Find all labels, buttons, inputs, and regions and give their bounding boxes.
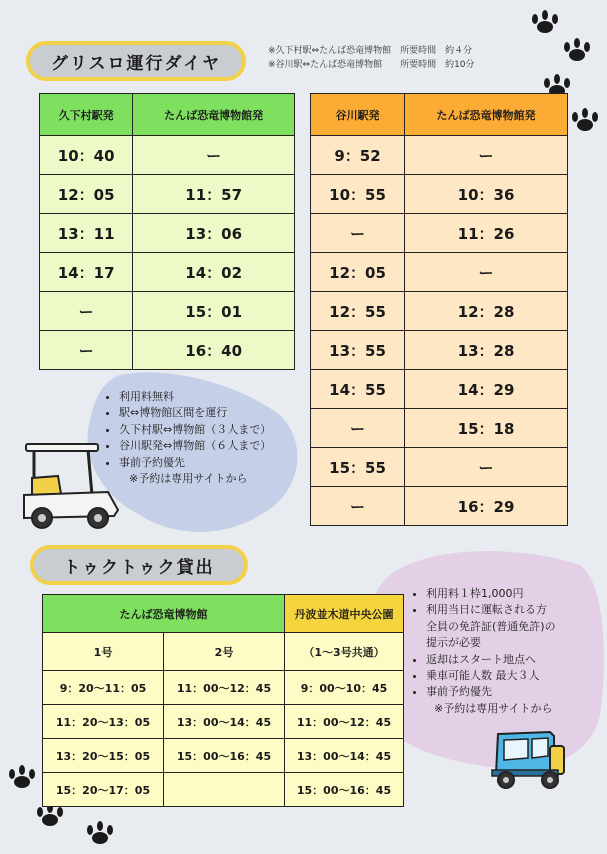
table-row (311, 487, 568, 526)
table-cell: 13：28 (405, 331, 568, 370)
table-cell: 13：11 (40, 214, 133, 253)
travel-time-note-2: ※谷川駅⇔たんば恐竜博物館 所要時間 約10分 (268, 60, 475, 70)
table-cell: ー (311, 409, 405, 448)
table-cell: 11：00～12：45 (285, 705, 404, 739)
table-cell: 12：28 (405, 292, 568, 331)
table-row (40, 253, 295, 292)
gurisuro-info-list (105, 389, 271, 487)
table-cell: ー (405, 253, 568, 292)
table-cell: ー (311, 487, 405, 526)
table-cell: 15：18 (405, 409, 568, 448)
table-subheader-row (43, 633, 404, 671)
table-cell: 9：52 (311, 136, 405, 175)
list-item: • 駅⇔博物館区間を運行 (119, 405, 271, 421)
sub-header-2: 2号 (164, 633, 285, 671)
table-cell: 10：40 (40, 136, 133, 175)
table-cell: 15：00～16：45 (285, 773, 404, 807)
table-cell: 12：55 (311, 292, 405, 331)
table-cell: 9：00～10：45 (285, 671, 404, 705)
list-item: • 乗車可能人数 最大３人 (426, 668, 556, 684)
table-row (40, 136, 295, 175)
table-cell: 15：00～16：45 (164, 739, 285, 773)
table-cell: 14：17 (40, 253, 133, 292)
table-header-row (311, 94, 568, 136)
tanigawa-timetable (310, 93, 568, 526)
table-row (43, 773, 404, 807)
table-cell: 13：00～14：45 (285, 739, 404, 773)
tuktuk-rental-table (42, 594, 404, 807)
list-item: 提示が必要 (426, 636, 481, 650)
table-cell: 13：20～15：05 (43, 739, 164, 773)
list-item: • 事前予約優先 (426, 684, 556, 700)
tuktuk-info-list (412, 586, 556, 717)
table-header-row (43, 595, 404, 633)
table-row (43, 671, 404, 705)
table-cell: 14：29 (405, 370, 568, 409)
table-cell: ー (405, 448, 568, 487)
list-item: • 事前予約優先 (119, 455, 271, 471)
list-item: • 久下村駅⇔博物館（３人まで） (119, 422, 271, 438)
table-cell: 13：55 (311, 331, 405, 370)
table-cell: 12：05 (311, 253, 405, 292)
table-cell: 15：20～17：05 (43, 773, 164, 807)
table-cell: 14：02 (133, 253, 295, 292)
kugemura-timetable (39, 93, 295, 370)
table-row (311, 409, 568, 448)
sub-header-1: 1号 (43, 633, 164, 671)
list-item: • 利用料無料 (119, 389, 271, 405)
table-row (43, 739, 404, 773)
list-item: ※予約は専用サイトから (434, 701, 553, 715)
table-cell: 16：29 (405, 487, 568, 526)
table-row (40, 292, 295, 331)
table-cell: ー (133, 136, 295, 175)
header-park: 丹波並木道中央公園 (285, 595, 404, 633)
table-row (40, 214, 295, 253)
table-cell: 11：57 (133, 175, 295, 214)
table-row (40, 331, 295, 370)
sub-header-3: （1～3号共通） (285, 633, 404, 671)
tuktuk-title: トゥクトゥク貸出 (30, 545, 248, 585)
table-cell (164, 773, 285, 807)
table-row (311, 214, 568, 253)
table-cell: ー (40, 292, 133, 331)
table-cell: ー (40, 331, 133, 370)
header-museum: たんば恐竜博物館発 (405, 94, 568, 136)
table-row (311, 175, 568, 214)
table-row (43, 705, 404, 739)
table-cell: 11：26 (405, 214, 568, 253)
table-cell: 11：00～12：45 (164, 671, 285, 705)
header-museum: たんば恐竜博物館発 (133, 94, 295, 136)
tuktuk-icon (488, 726, 570, 792)
list-item: • 利用当日に運転される方 (426, 602, 556, 618)
table-row (311, 448, 568, 487)
table-row (311, 253, 568, 292)
table-cell: 13：00～14：45 (164, 705, 285, 739)
travel-time-note-1: ※久下村駅⇔たんば恐竜博物館 所要時間 約４分 (268, 46, 473, 56)
table-cell: 11：20～13：05 (43, 705, 164, 739)
table-row (311, 136, 568, 175)
table-header-row (40, 94, 295, 136)
list-item: • 返却はスタート地点へ (426, 652, 556, 668)
table-cell: 10：55 (311, 175, 405, 214)
table-cell: 9：20～11：05 (43, 671, 164, 705)
table-cell: 13：06 (133, 214, 295, 253)
table-cell: 12：05 (40, 175, 133, 214)
table-row (311, 370, 568, 409)
table-row (311, 331, 568, 370)
header-museum: たんば恐竜博物館 (43, 595, 285, 633)
table-cell: 15：01 (133, 292, 295, 331)
table-row (40, 175, 295, 214)
list-item: • 利用料１枠1,000円 (426, 586, 556, 602)
gurisuro-title: グリスロ運行ダイヤ (26, 41, 246, 81)
table-row (311, 292, 568, 331)
table-cell: 14：55 (311, 370, 405, 409)
table-cell: ー (405, 136, 568, 175)
header-tanigawa: 谷川駅発 (311, 94, 405, 136)
table-cell: 10：36 (405, 175, 568, 214)
table-cell: 16：40 (133, 331, 295, 370)
golf-cart-icon (18, 440, 123, 532)
list-item: ※予約は専用サイトから (129, 472, 248, 486)
list-item: • 谷川駅発⇔博物館（６人まで） (119, 438, 271, 454)
list-item: 全員の免許証(普通免許)の (426, 619, 556, 633)
table-cell: ー (311, 214, 405, 253)
header-kugemura: 久下村駅発 (40, 94, 133, 136)
table-cell: 15：55 (311, 448, 405, 487)
